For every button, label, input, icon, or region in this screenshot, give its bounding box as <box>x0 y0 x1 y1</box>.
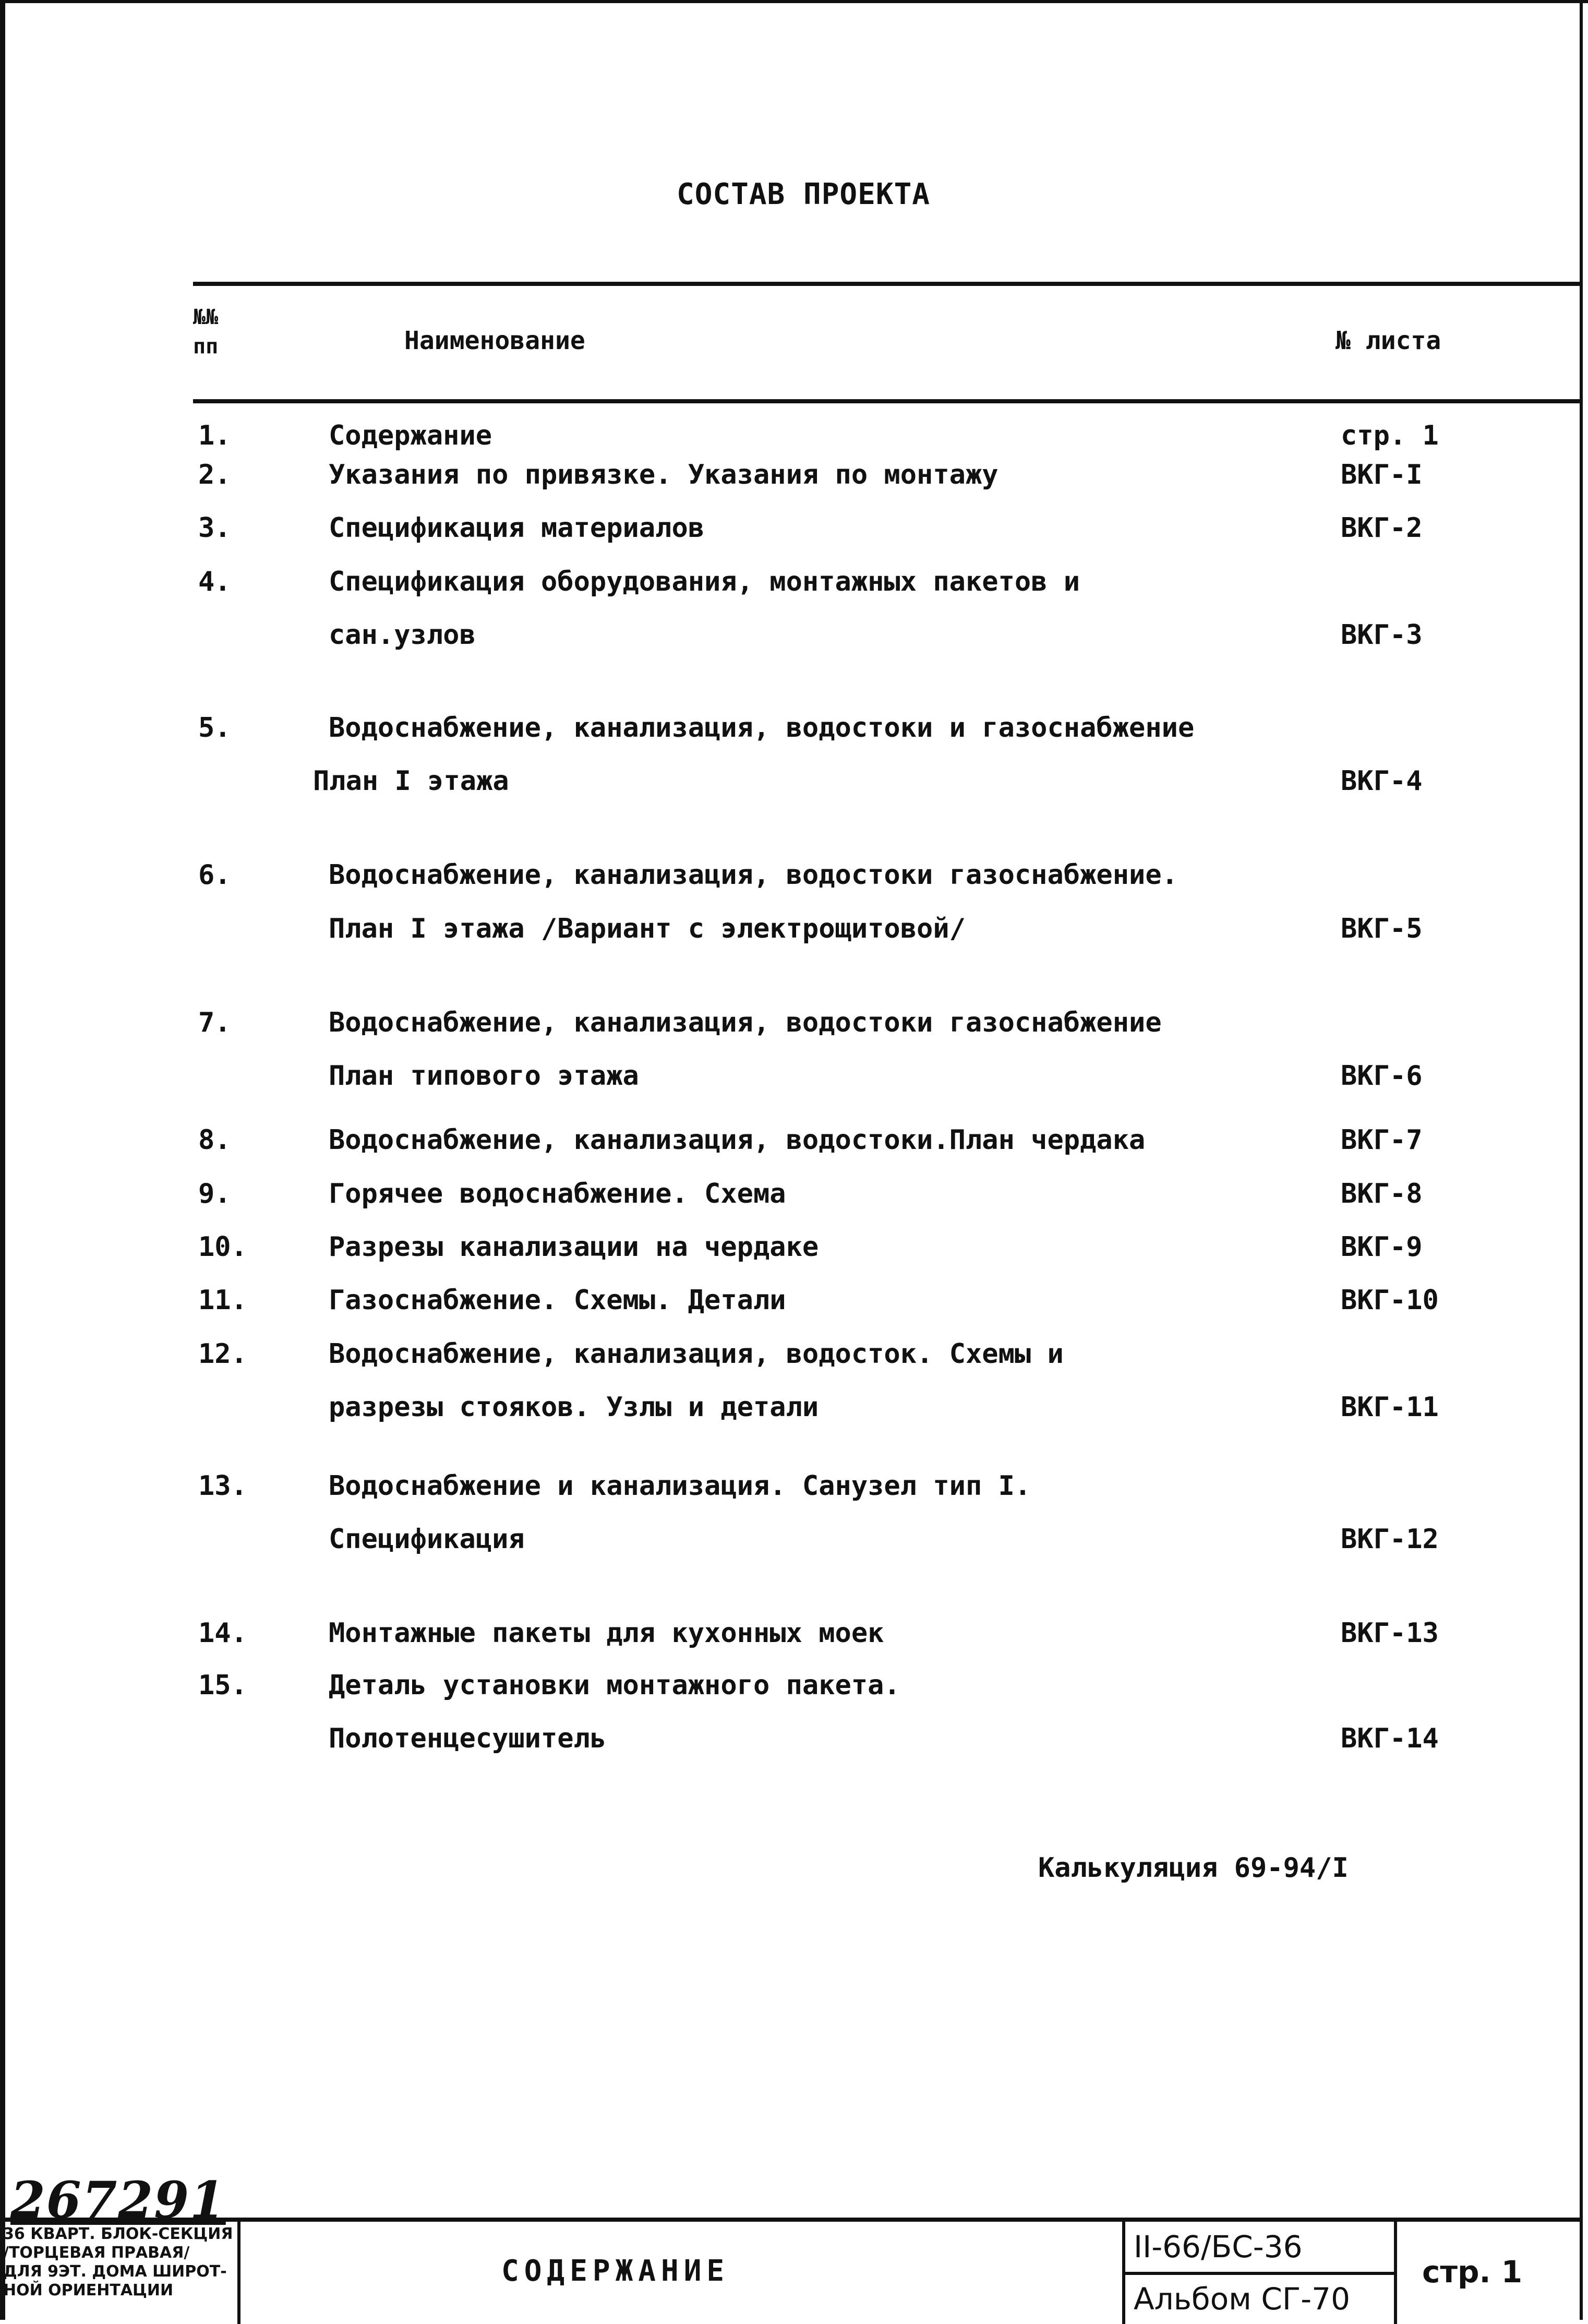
row-sheet: ВКГ-I <box>1341 459 1423 490</box>
document-title: СОСТАВ ПРОЕКТА <box>676 177 930 211</box>
row-sheet: ВКГ-12 <box>1341 1524 1439 1555</box>
row-sheet: ВКГ-9 <box>1341 1231 1423 1263</box>
row-title: План типового этажа <box>329 1060 639 1092</box>
row-number: 11. <box>198 1285 247 1316</box>
title-block-center-title: СОДЕРЖАНИЕ <box>501 2254 730 2288</box>
handwritten-number: 267291 <box>10 2171 226 2230</box>
row-number: 4. <box>198 566 231 597</box>
info-line: 36 КВАРТ. БЛОК-СЕКЦИЯ <box>3 2225 233 2243</box>
row-title: Монтажные пакеты для кухонных моек <box>329 1618 884 1649</box>
row-sheet: ВКГ-2 <box>1341 512 1423 544</box>
title-block-info <box>3 2225 233 2300</box>
header-name: Наименование <box>404 326 585 355</box>
row-title: разрезы стояков. Узлы и детали <box>329 1392 819 1423</box>
table-top-rule <box>193 282 1581 286</box>
row-title: Спецификация оборудования, монтажных пакетов и <box>329 566 1080 597</box>
row-number: 10. <box>198 1231 247 1263</box>
page-border-top <box>0 0 1588 3</box>
title-block <box>0 2218 1583 2324</box>
row-title: Водоснабжение, канализация, водостоки и газоснабжение <box>329 712 1195 744</box>
row-sheet: ВКГ-3 <box>1341 619 1423 651</box>
page-border-left <box>0 0 5 2320</box>
row-sheet: ВКГ-6 <box>1341 1060 1423 1092</box>
page-label: стр. 1 <box>1422 2254 1523 2290</box>
row-title: Деталь установки монтажного пакета. <box>329 1670 900 1701</box>
title-block-center-cell <box>240 2222 1125 2324</box>
row-number: 6. <box>198 859 231 891</box>
row-number: 12. <box>198 1338 247 1370</box>
row-title: Спецификация материалов <box>329 512 705 544</box>
row-number: 5. <box>198 712 231 744</box>
row-title: Водоснабжение, канализация, водостоки газоснабжение. <box>329 859 1178 891</box>
row-title: Разрезы канализации на чердаке <box>329 1231 819 1263</box>
row-sheet: ВКГ-4 <box>1341 765 1423 797</box>
row-sheet: ВКГ-14 <box>1341 1723 1439 1754</box>
row-title: сан.узлов <box>329 619 476 651</box>
header-number: №№ пп <box>193 305 219 358</box>
row-title: Водоснабжение, канализация, водосток. Схемы и <box>329 1338 1064 1370</box>
row-sheet: ВКГ-11 <box>1341 1392 1439 1423</box>
row-number: 9. <box>198 1178 231 1209</box>
row-number: 3. <box>198 512 231 544</box>
header-sheet: № листа <box>1336 326 1441 355</box>
title-block-project-cell <box>1125 2222 1397 2324</box>
info-line: /ТОРЦЕВАЯ ПРАВАЯ/ <box>3 2244 190 2262</box>
row-number: 1. <box>198 420 231 451</box>
row-sheet: ВКГ-10 <box>1341 1285 1439 1316</box>
row-title: Водоснабжение, канализация, водостоки газоснабжение <box>329 1007 1162 1038</box>
row-number: 8. <box>198 1124 231 1156</box>
row-sheet: ВКГ-7 <box>1341 1124 1423 1156</box>
title-block-info-cell <box>0 2222 240 2324</box>
page-border-right <box>1580 0 1583 2320</box>
calculation-reference: Калькуляция 69-94/I <box>1038 1852 1349 1884</box>
row-title: План I этажа <box>313 765 509 797</box>
row-sheet: ВКГ-5 <box>1341 913 1423 944</box>
row-number: 14. <box>198 1618 247 1649</box>
row-number: 15. <box>198 1670 247 1701</box>
row-title: Спецификация <box>329 1524 525 1555</box>
row-number: 7. <box>198 1007 231 1038</box>
row-title: Содержание <box>329 420 492 451</box>
table-header-rule <box>193 399 1581 403</box>
project-cell-divider <box>1125 2272 1394 2275</box>
row-title: Полотенцесушитель <box>329 1723 607 1754</box>
project-code: II-66/БС-36 <box>1134 2229 1303 2265</box>
row-title: Указания по привязке. Указания по монтажу <box>329 459 998 490</box>
info-line: ДЛЯ 9ЭТ. ДОМА ШИРОТ- <box>3 2262 227 2281</box>
row-title: Водоснабжение и канализация. Санузел тип I. <box>329 1470 1031 1502</box>
album-code: Альбом СГ-70 <box>1134 2281 1350 2317</box>
title-block-page-cell <box>1397 2222 1583 2324</box>
info-line: НОЙ ОРИЕНТАЦИИ <box>3 2281 174 2299</box>
row-sheet: ВКГ-8 <box>1341 1178 1423 1209</box>
row-title: Газоснабжение. Схемы. Детали <box>329 1285 786 1316</box>
row-sheet: стр. 1 <box>1341 420 1439 451</box>
row-title: План I этажа /Вариант с электрощитовой/ <box>329 913 966 944</box>
row-sheet: ВКГ-13 <box>1341 1618 1439 1649</box>
row-number: 13. <box>198 1470 247 1502</box>
row-number: 2. <box>198 459 231 490</box>
row-title: Горячее водоснабжение. Схема <box>329 1178 786 1209</box>
row-title: Водоснабжение, канализация, водостоки.План чердака <box>329 1124 1146 1156</box>
